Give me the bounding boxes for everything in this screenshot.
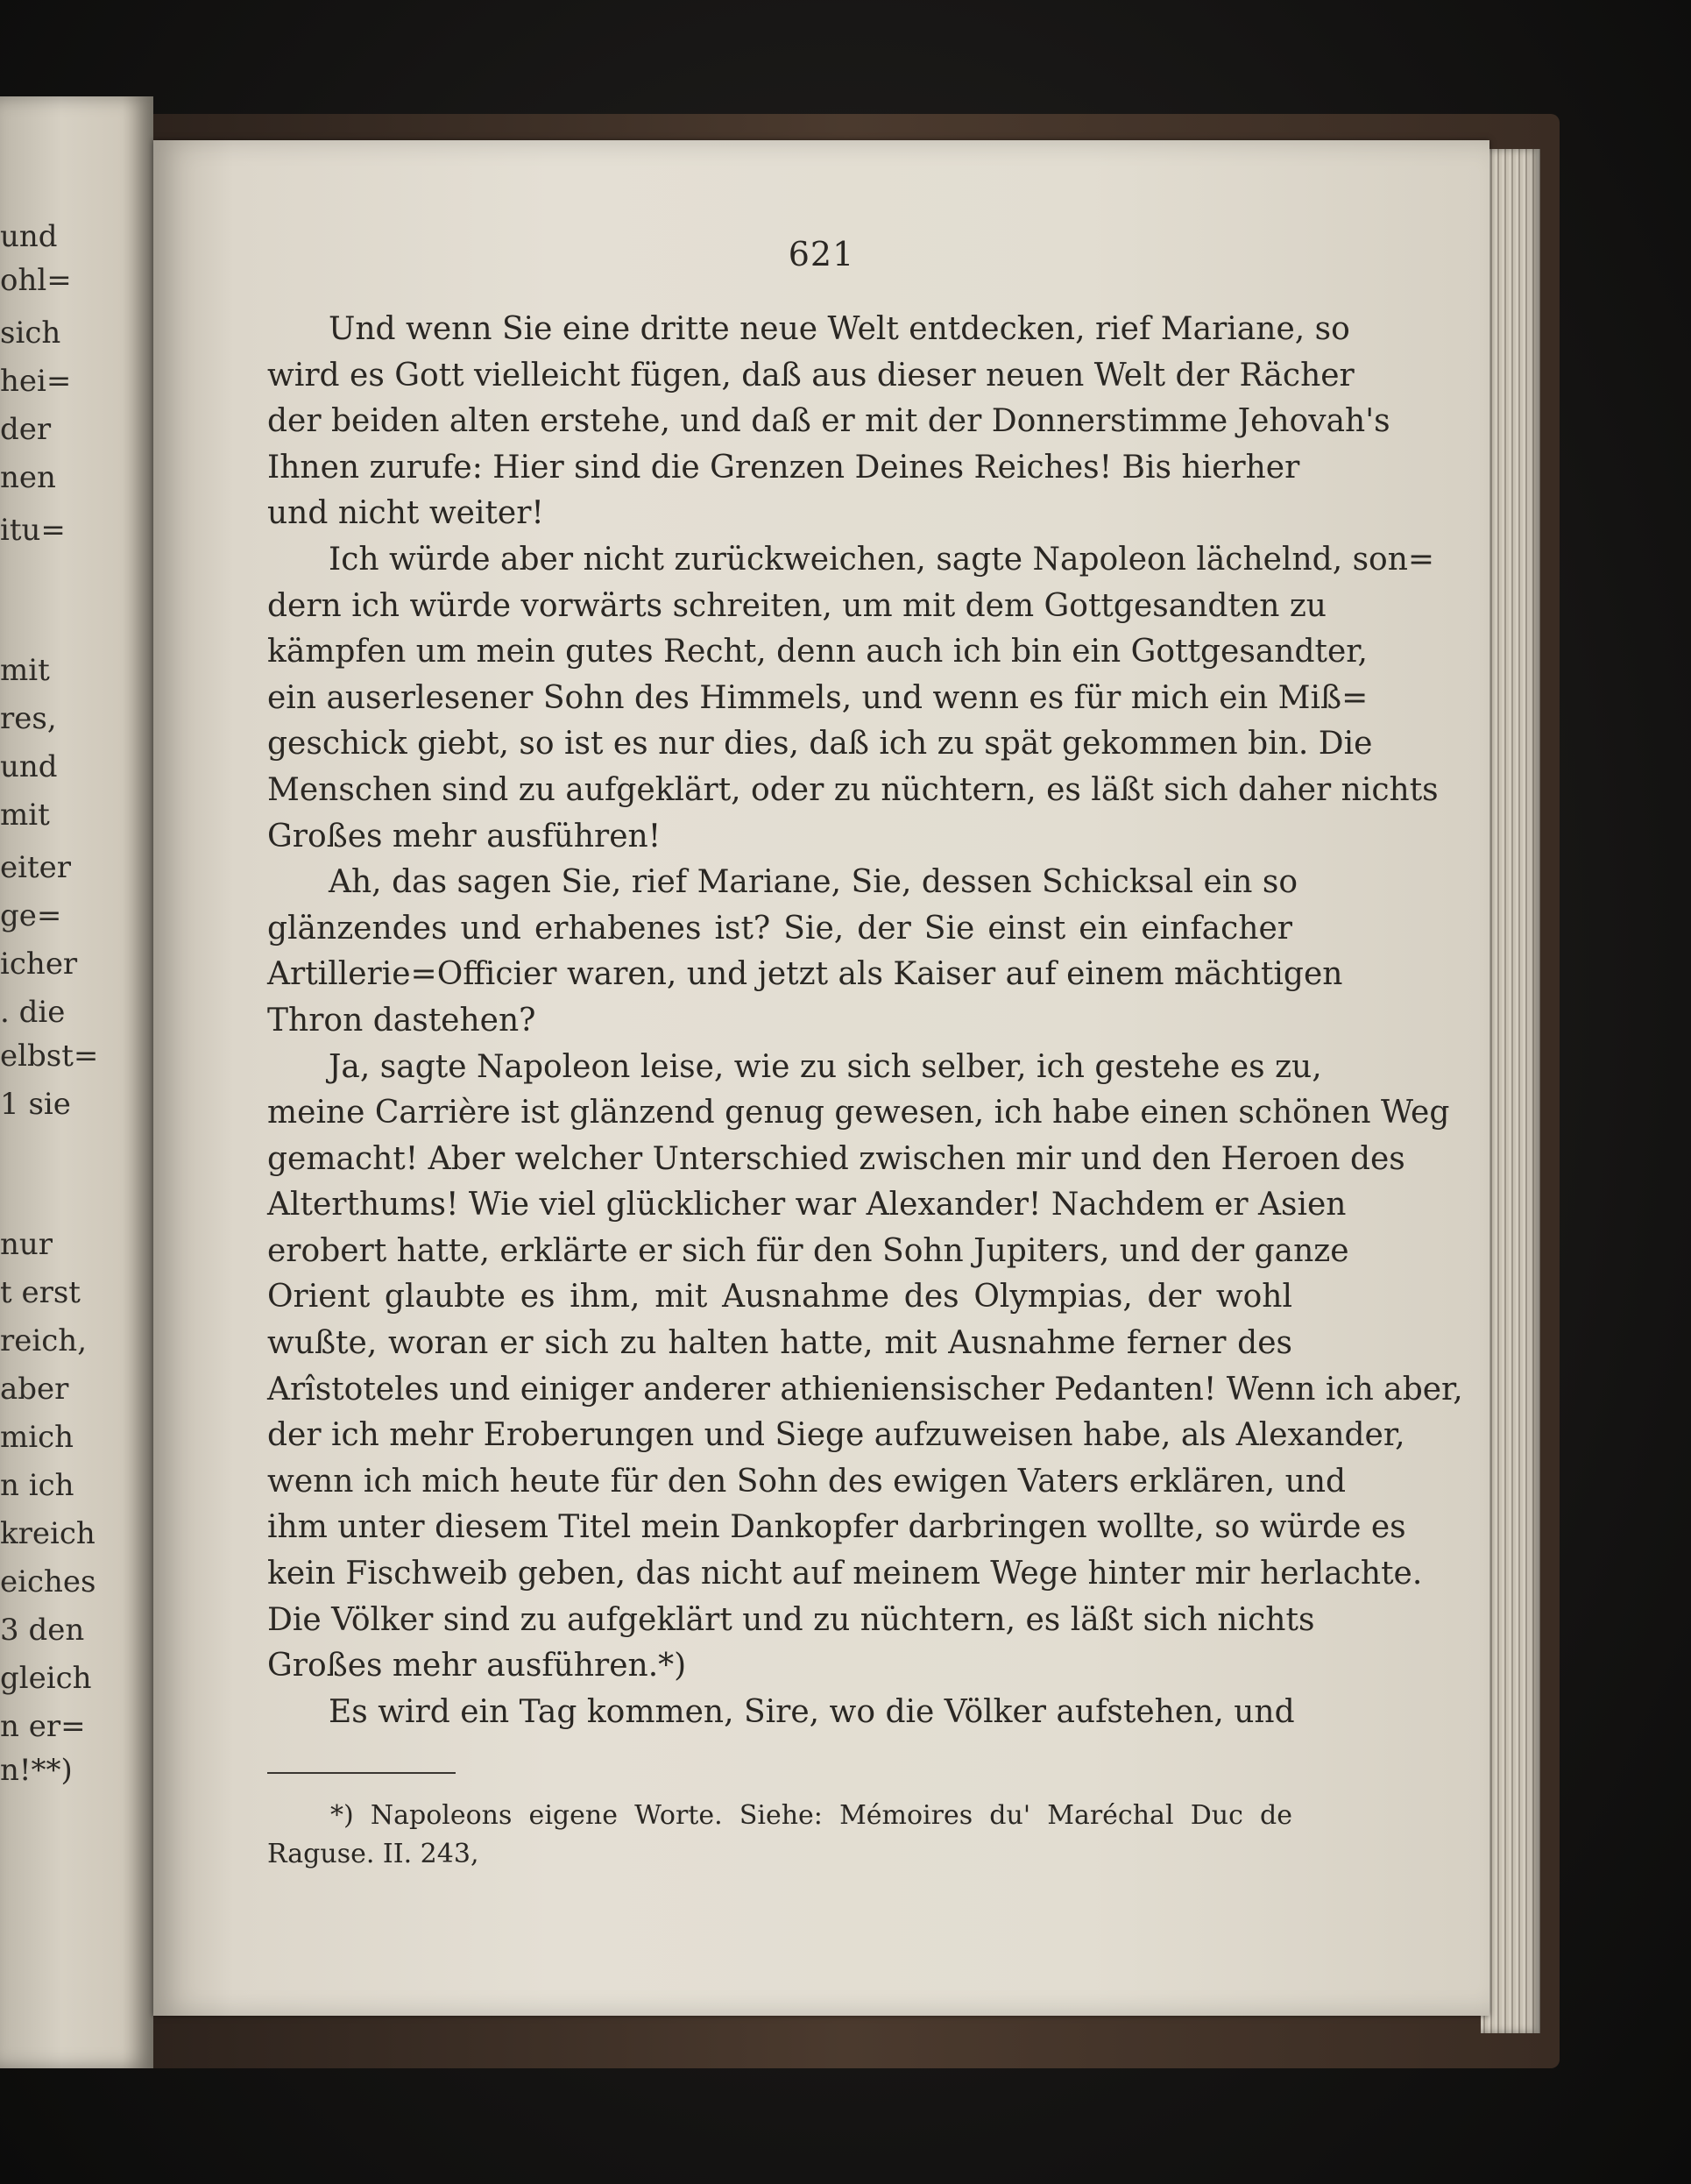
text-line: Menschen sind zu aufgeklärt, oder zu nüchtern, es läßt sich daher nichts (267, 771, 1439, 808)
left-page-fragment: eiches (0, 1564, 96, 1599)
text-line: dern ich würde vorwärts schreiten, um mit dem Gottgesandten zu (267, 587, 1327, 624)
text-line: kämpfen um mein gutes Recht, denn auch ich bin ein Gottgesandter, (267, 634, 1368, 670)
left-page-fragment: hei= (0, 364, 72, 399)
footnote-rule (267, 1772, 456, 1774)
body-text (267, 307, 1463, 1735)
left-page-fragment: n!**) (0, 1753, 73, 1788)
text-line: ihm unter diesem Titel mein Dankopfer darbringen wollte, so würde es (267, 1509, 1406, 1546)
text-line: Ihnen zurufe: Hier sind die Grenzen Deines Reiches! Bis hierher (267, 449, 1300, 486)
text-line: gemacht! Aber welcher Unterschied zwischen mir und den Heroen des (267, 1140, 1405, 1177)
left-page-fragment: ge= (0, 898, 62, 933)
text-line: erobert hatte, erklärte er sich für den Sohn Jupiters, und der ganze (267, 1232, 1349, 1269)
text-line: Alterthums! Wie viel glücklicher war Alexander! Nachdem er Asien (267, 1187, 1347, 1223)
left-page-fragment: itu= (0, 513, 66, 548)
left-page-fragment: . die (0, 995, 66, 1030)
left-page-fragment: n ich (0, 1468, 74, 1503)
left-page-fragment: 3 den (0, 1613, 85, 1648)
left-page-fragment: aber (0, 1372, 69, 1407)
left-page-fragment: t erst (0, 1275, 81, 1310)
left-page-fragment: kreich (0, 1516, 96, 1551)
left-page-fragment: eiter (0, 850, 72, 885)
left-page-fragment: und (0, 219, 58, 254)
left-page-fragment: n er= (0, 1709, 86, 1744)
text-line: der ich mehr Eroberungen und Siege aufzuweisen habe, als Alexander, (267, 1417, 1405, 1454)
footnote-line: Raguse. II. 243, (267, 1839, 479, 1869)
left-page-fragment: ohl= (0, 263, 72, 298)
text-line: wenn ich mich heute für den Sohn des ewigen Vaters erklären, und (267, 1463, 1347, 1500)
left-page-fragment: der (0, 412, 52, 447)
left-page-fragment: 1 sie (0, 1087, 71, 1122)
page-number: 621 (788, 235, 855, 273)
text-line: Die Völker sind zu aufgeklärt und zu nüchtern, es läßt sich nichts (267, 1601, 1315, 1638)
text-line: Großes mehr ausführen.*) (267, 1648, 687, 1684)
text-line: geschick giebt, so ist es nur dies, daß ich zu spät gekommen bin. Die (267, 726, 1373, 762)
text-line: Großes mehr ausführen! (267, 818, 662, 854)
text-line: meine Carrière ist glänzend genug gewesen, ich habe einen schönen Weg (267, 1095, 1450, 1131)
left-page (0, 96, 153, 2068)
text-line: Ja, sagte Napoleon leise, wie zu sich selber, ich gestehe es zu, (329, 1048, 1322, 1085)
left-page-fragment: mit (0, 798, 50, 833)
left-page-fragment: nur (0, 1227, 53, 1262)
text-line: Ich würde aber nicht zurückweichen, sagte Napoleon lächelnd, son= (329, 541, 1435, 578)
text-line: wird es Gott vielleicht fügen, daß aus dieser neuen Welt der Rächer (267, 357, 1355, 394)
text-line: der beiden alten erstehe, und daß er mit der Donnerstimme Jehovah's (267, 403, 1390, 440)
left-page-fragment: mich (0, 1420, 74, 1455)
left-page-fragment: res, (0, 701, 57, 736)
text-line: und nicht weiter! (267, 495, 544, 532)
footnote-line: *) Napoleons eigene Worte. Siehe: Mémoires du' Maréchal Duc de (330, 1800, 1292, 1831)
text-line: Orient glaubte es ihm, mit Ausnahme des Olympias, der wohl (267, 1279, 1292, 1315)
left-page-fragment: gleich (0, 1661, 92, 1696)
text-line: ein auserlesener Sohn des Himmels, und wenn es für mich ein Miß= (267, 679, 1369, 716)
text-line: kein Fischweib geben, das nicht auf meinem Wege hinter mir herlachte. (267, 1556, 1423, 1592)
left-page-fragment: sich (0, 316, 61, 351)
left-page-fragment: mit (0, 653, 50, 688)
text-line: Arîstoteles und einiger anderer athieniensischer Pedanten! Wenn ich aber, (267, 1371, 1463, 1408)
text-line: Es wird ein Tag kommen, Sire, wo die Völker aufstehen, und (329, 1693, 1295, 1730)
right-page (153, 140, 1489, 2016)
footnote (267, 1797, 1292, 1874)
left-page-fragment: und (0, 749, 58, 784)
left-page-fragment: nen (0, 460, 56, 495)
left-page-fragment: reich, (0, 1323, 87, 1358)
text-line: wußte, woran er sich zu halten hatte, mit Ausnahme ferner des (267, 1325, 1292, 1362)
text-line: Artillerie=Officier waren, und jetzt als Kaiser auf einem mächtigen (267, 956, 1343, 993)
text-line: Thron dastehen? (267, 1002, 536, 1039)
left-page-fragment: elbst= (0, 1039, 99, 1074)
page-edges (1481, 149, 1540, 2033)
text-line: Ah, das sagen Sie, rief Mariane, Sie, dessen Schicksal ein so (329, 864, 1298, 901)
left-page-fragment: icher (0, 947, 78, 982)
text-line: Und wenn Sie eine dritte neue Welt entdecken, rief Mariane, so (329, 311, 1350, 347)
text-line: glänzendes und erhabenes ist? Sie, der Sie einst ein einfacher (267, 910, 1292, 947)
